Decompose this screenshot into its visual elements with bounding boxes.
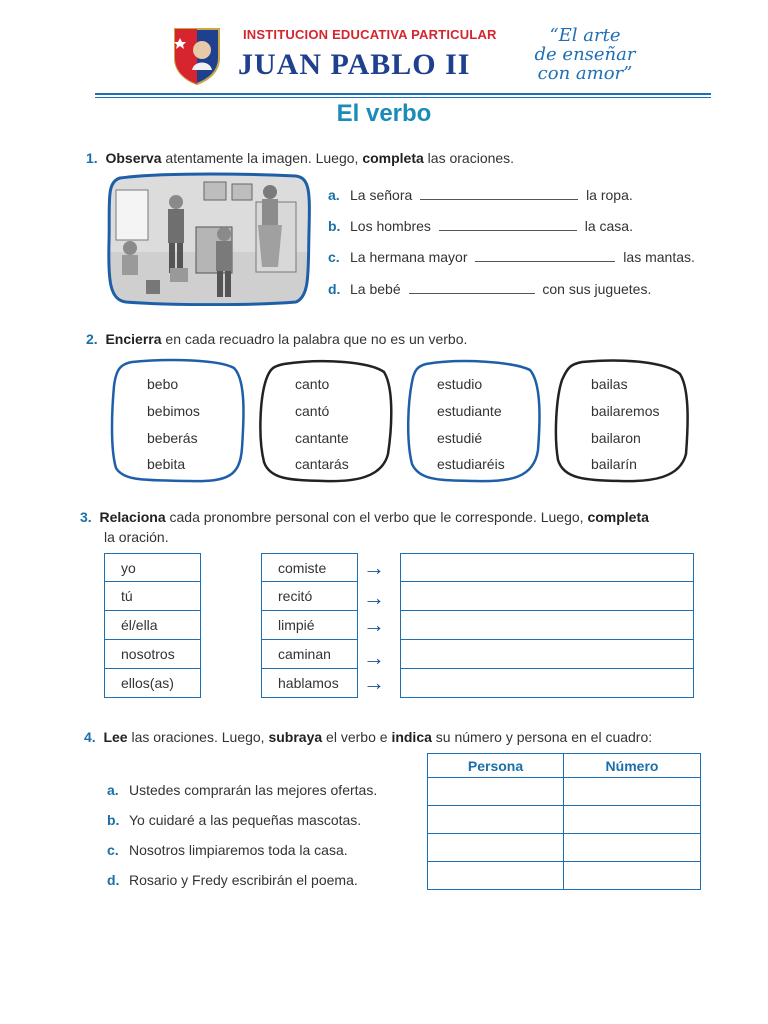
- ex2-number: 2.: [86, 331, 98, 347]
- word-4-4[interactable]: bailarín: [591, 456, 637, 472]
- arrow-icon: →: [363, 670, 385, 695]
- word-1-2[interactable]: bebimos: [147, 403, 200, 419]
- school-motto: [530, 26, 640, 83]
- ex1-letter-a: a.: [328, 187, 340, 203]
- school-subtitle: INSTITUCION EDUCATIVA PARTICULAR: [243, 27, 497, 42]
- numero-cell-d[interactable]: [564, 862, 701, 890]
- ex2-instr-bold: Encierra: [105, 331, 162, 347]
- ex2-instr-text: en cada recuadro la palabra que no es un verbo.: [161, 331, 468, 347]
- ex1-before-c: La hermana mayor: [350, 249, 468, 265]
- ex3-instr-text-1: cada pronombre personal con el verbo que le corresponde. Luego,: [165, 509, 588, 525]
- numero-cell-b[interactable]: [564, 806, 701, 834]
- ex4-letter-b: b.: [107, 812, 120, 828]
- sentence-answer-2[interactable]: [400, 582, 694, 611]
- word-2-3[interactable]: cantante: [295, 430, 349, 446]
- pronoun-cell-1: yo: [104, 553, 201, 582]
- motto-line-1: “El arte: [549, 25, 621, 46]
- persona-cell-a[interactable]: [428, 778, 564, 806]
- word-3-2[interactable]: estudiante: [437, 403, 502, 419]
- verb-cell-4: caminan: [261, 640, 358, 669]
- pronoun-cell-4: nosotros: [104, 640, 201, 669]
- ex1-blank-a[interactable]: [420, 188, 578, 200]
- ex1-blank-c[interactable]: [475, 250, 615, 262]
- column-header-numero: Número: [564, 754, 701, 778]
- sentence-answer-3[interactable]: [400, 611, 694, 640]
- word-1-3[interactable]: beberás: [147, 430, 198, 446]
- sentence-answer-5[interactable]: [400, 669, 694, 698]
- verb-cell-2: recitó: [261, 582, 358, 611]
- ex1-letter-b: b.: [328, 218, 341, 234]
- arrow-icon: →: [363, 645, 385, 670]
- ex4-instr-text-3: su número y persona en el cuadro:: [431, 729, 653, 745]
- ex1-sentence-b: [328, 218, 633, 234]
- ex4-instruction: [84, 729, 652, 745]
- persona-cell-d[interactable]: [428, 862, 564, 890]
- verb-cell-1: comiste: [261, 553, 358, 582]
- school-name: JUAN PABLO II: [238, 48, 471, 81]
- ex1-after-b: la casa.: [584, 218, 633, 234]
- ex4-number: 4.: [84, 729, 96, 745]
- ex1-blank-d[interactable]: [409, 282, 535, 294]
- ex1-sentence-a: [328, 187, 633, 203]
- ex1-sentence-d: [328, 281, 651, 297]
- ex4-letter-a: a.: [107, 782, 119, 798]
- header-divider: [95, 93, 711, 95]
- ex1-instr-text-1: atentamente la imagen. Luego,: [161, 150, 363, 166]
- persona-cell-b[interactable]: [428, 806, 564, 834]
- pronoun-column: [104, 553, 201, 698]
- pronoun-cell-5: ellos(as): [104, 669, 201, 698]
- ex4-sentence-b: [107, 812, 361, 828]
- sentence-answer-4[interactable]: [400, 640, 694, 669]
- ex4-instr-bold-2: subraya: [268, 729, 323, 745]
- ex1-instr-bold-2: completa: [362, 150, 424, 166]
- ex4-instr-bold-3: indica: [391, 729, 432, 745]
- ex4-letter-c: c.: [107, 842, 119, 858]
- word-1-4[interactable]: bebita: [147, 456, 186, 472]
- person-number-table: [427, 753, 701, 890]
- ex1-after-d: con sus juguetes.: [542, 281, 652, 297]
- arrow-icon: →: [363, 555, 385, 580]
- ex1-sentence-c: [328, 249, 695, 265]
- arrow-icon: →: [363, 612, 385, 637]
- motto-line-2: de enseñar: [534, 44, 636, 65]
- word-3-1[interactable]: estudio: [437, 376, 483, 392]
- column-header-persona: Persona: [428, 754, 564, 778]
- word-4-2[interactable]: bailaremos: [591, 403, 660, 419]
- word-3-4[interactable]: estudiaréis: [437, 456, 505, 472]
- ex4-sentence-c: [107, 842, 348, 858]
- verb-cell-5: hablamos: [261, 669, 358, 698]
- ex1-instr-bold-1: Observa: [105, 150, 162, 166]
- pronoun-cell-3: él/ella: [104, 611, 201, 640]
- ex4-instr-text-2: el verbo e: [322, 729, 392, 745]
- family-cleaning-illustration: [106, 172, 311, 306]
- numero-cell-c[interactable]: [564, 834, 701, 862]
- ex3-instruction: [80, 509, 649, 525]
- ex3-number: 3.: [80, 509, 92, 525]
- ex1-after-c: las mantas.: [623, 249, 695, 265]
- numero-cell-a[interactable]: [564, 778, 701, 806]
- sentence-answer-1[interactable]: [400, 553, 694, 582]
- ex1-before-b: Los hombres: [350, 218, 431, 234]
- ex4-instr-bold-1: Lee: [103, 729, 128, 745]
- ex1-after-a: la ropa.: [586, 187, 633, 203]
- header-divider-thin: [95, 97, 711, 98]
- word-2-4[interactable]: cantarás: [295, 456, 349, 472]
- ex3-instruction-cont: la oración.: [104, 529, 169, 545]
- verb-column: [261, 553, 358, 698]
- ex4-letter-d: d.: [107, 872, 120, 888]
- ex1-letter-d: d.: [328, 281, 341, 297]
- ex4-text-c[interactable]: Nosotros limpiaremos toda la casa.: [129, 842, 348, 858]
- ex4-text-d[interactable]: Rosario y Fredy escribirán el poema.: [129, 872, 358, 888]
- ex4-sentence-d: [107, 872, 358, 888]
- ex4-instr-text-1: las oraciones. Luego,: [127, 729, 269, 745]
- ex3-instr-bold-1: Relaciona: [99, 509, 166, 525]
- motto-line-3: con amor”: [537, 63, 633, 84]
- word-2-2[interactable]: cantó: [295, 403, 330, 419]
- pronoun-cell-2: tú: [104, 582, 201, 611]
- ex1-letter-c: c.: [328, 249, 340, 265]
- word-4-3[interactable]: bailaron: [591, 430, 641, 446]
- ex1-number: 1.: [86, 150, 98, 166]
- ex4-sentence-a: [107, 782, 377, 798]
- page-title: El verbo: [336, 100, 432, 127]
- word-3-3[interactable]: estudié: [437, 430, 483, 446]
- school-crest-logo: [172, 26, 222, 86]
- ex1-instr-text-2: las oraciones.: [423, 150, 515, 166]
- arrow-icon: →: [363, 585, 385, 610]
- ex2-instruction: [86, 331, 467, 347]
- ex1-before-a: La señora: [350, 187, 413, 203]
- word-2-1[interactable]: canto: [295, 376, 330, 392]
- ex3-instr-bold-2: completa: [587, 509, 649, 525]
- ex1-blank-b[interactable]: [439, 219, 577, 231]
- word-1-1[interactable]: bebo: [147, 376, 179, 392]
- ex1-before-d: La bebé: [350, 281, 401, 297]
- ex1-instruction: [86, 150, 514, 166]
- persona-cell-c[interactable]: [428, 834, 564, 862]
- word-4-1[interactable]: bailas: [591, 376, 628, 392]
- sentence-answer-column: [400, 553, 694, 698]
- ex4-text-a[interactable]: Ustedes comprarán las mejores ofertas.: [129, 782, 378, 798]
- verb-cell-3: limpié: [261, 611, 358, 640]
- ex4-text-b[interactable]: Yo cuidaré a las pequeñas mascotas.: [129, 812, 362, 828]
